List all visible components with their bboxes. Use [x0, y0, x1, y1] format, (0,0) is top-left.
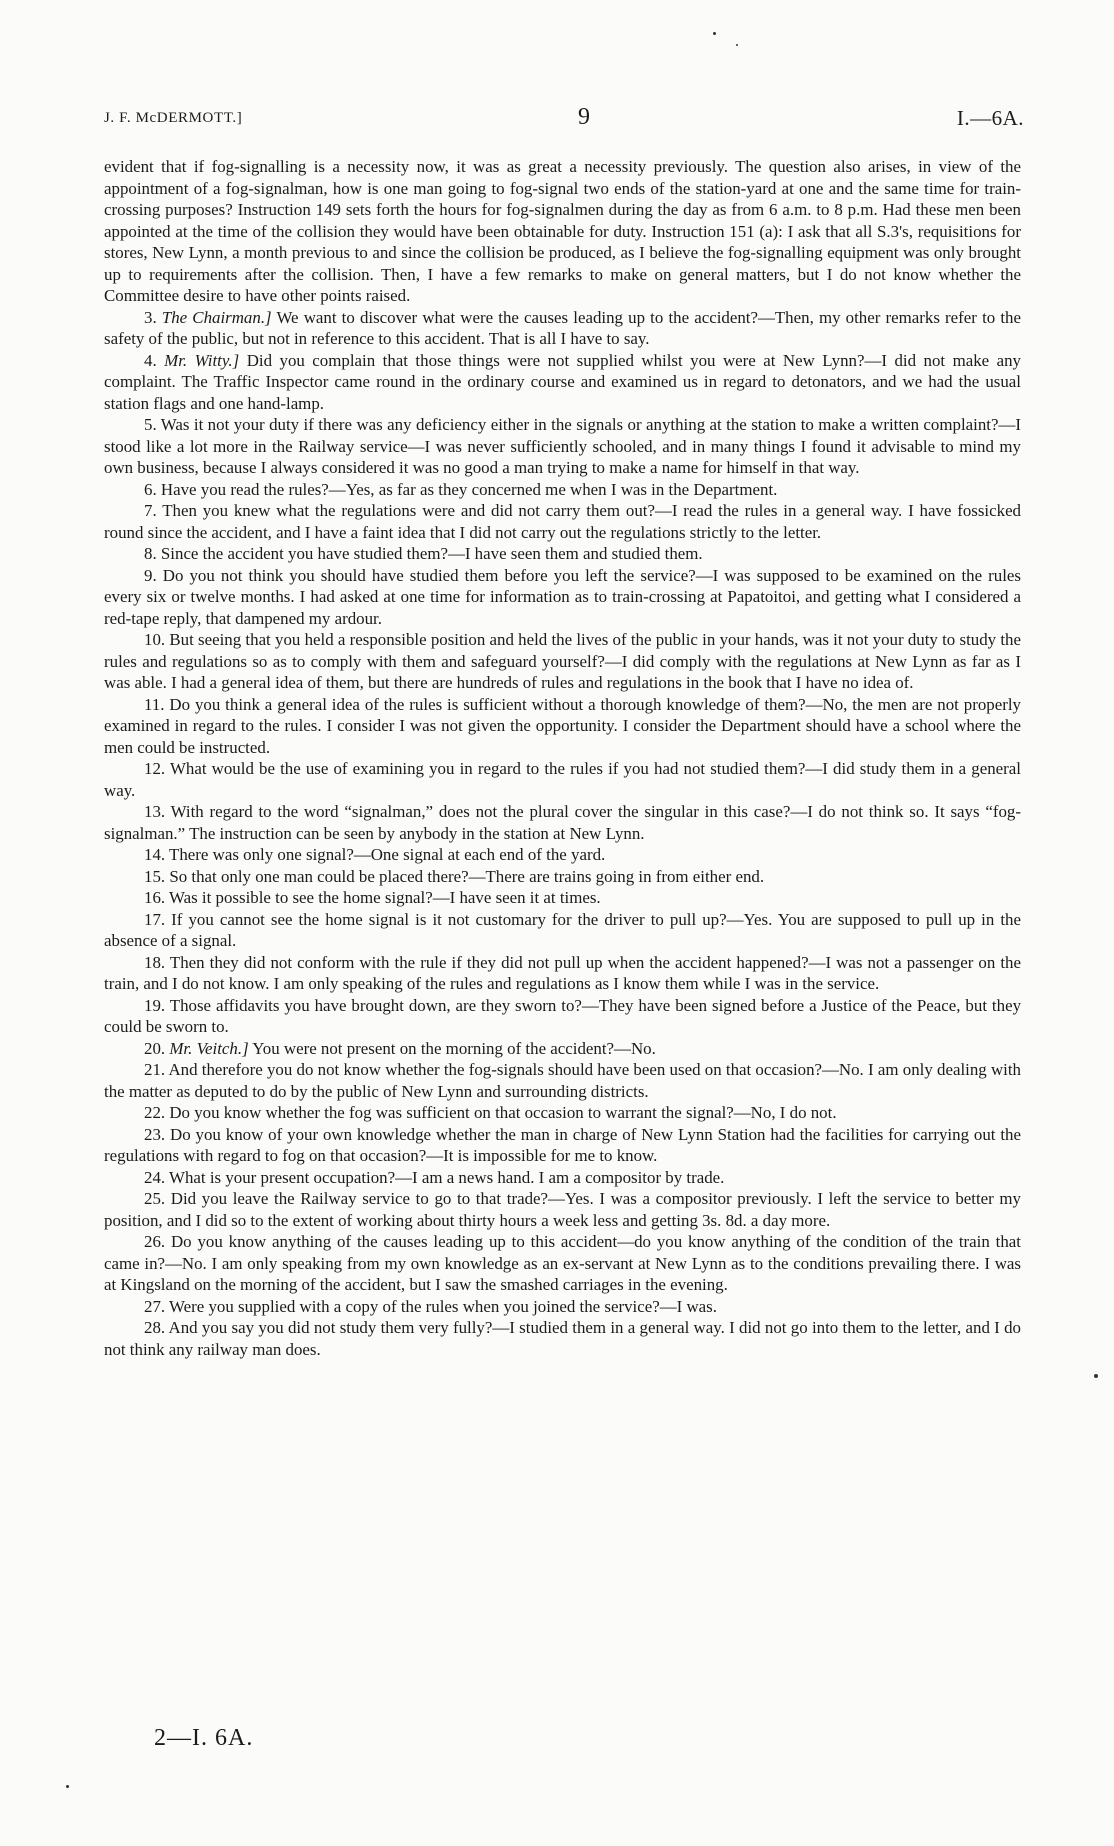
header-witness-name: J. F. McDERMOTT.] [104, 110, 243, 126]
paragraph-text: Do you know of your own knowledge whether the man in charge of New Lynn Station had the facilities for carrying out the regulations with regard to fog on that occasion?—It is impossible for me to know. [104, 1124, 1021, 1165]
paragraph-text: Do you not think you should have studied them before you left the service?—I was supposed to be examined on the rules every six or twelve months. I had asked at one time for information as to train-crossing at Papatoitoi, and getting what I considered a red-tape reply, that dampened my ardour. [104, 565, 1021, 628]
question-paragraph [104, 1038, 1021, 1060]
question-paragraph [104, 1188, 1021, 1231]
paragraph-text: And you say you did not study them very fully?—I studied them in a general way. I did not go into them to the letter, and I do not think any railway man does. [104, 1318, 1021, 1359]
question-number: 15. [144, 866, 166, 886]
question-number: 23. [144, 1124, 166, 1144]
speaker-name: Mr. Witty.] [164, 350, 240, 370]
paragraph-text: Since the accident you have studied them?—I have seen them and studied them. [160, 544, 703, 563]
question-paragraph [104, 801, 1021, 844]
question-paragraph [104, 629, 1021, 694]
question-paragraph [104, 1124, 1021, 1167]
paragraph-text: Those affidavits you have brought down, are they sworn to?—They have been signed before a Justice of the Peace, but they could be sworn to. [104, 995, 1022, 1036]
paragraph-text: But seeing that you held a responsible position and held the lives of the public in your hands, was it not your duty to study the rules and regulations so as to comply with them and safeguard yourself?—I did comply with the regulations at New Lynn as far as I was able. I had a general idea of them, but there are hundreds of rules and regulations in the book that I have no idea of. [104, 630, 1021, 692]
question-paragraph [104, 758, 1021, 801]
paragraph-text: Do you think a general idea of the rules is sufficient without a thorough knowledge of them?—No, the men are not properly examined in regard to the rules. I consider I was not given the opportunity. I consider the Department should have a school where the men could be instructed. [104, 694, 1021, 757]
question-number: 16. [144, 888, 166, 907]
question-number: 28. [144, 1318, 166, 1337]
question-paragraph [104, 887, 1021, 909]
signature-mark: 2—I. 6A. [154, 1725, 254, 1751]
question-number: 6. [144, 479, 157, 499]
paragraph-text: There was only one signal?—One signal at each end of the yard. [169, 845, 606, 864]
paragraph-text: Was it not your duty if there was any deficiency either in the signals or anything at the station to make a written complaint?—I stood like a lot more in the Railway service—I was never sufficiently schooled, and in many things I found it advisable to mind my own business, because I always considered it was no good a man trying to make a name for himself in that way. [104, 415, 1021, 477]
question-number: 25. [144, 1189, 166, 1208]
question-number: 8. [144, 544, 157, 563]
question-number: 4. [144, 350, 157, 370]
paragraph-text: Then they did not conform with the rule if they did not pull up when the accident happened?—I was not a passenger on the train, and I do not know. I am only speaking of the rules and regulations as I know them while I was in the service. [104, 952, 1021, 993]
scan-speck [1094, 1374, 1098, 1378]
paragraph-text: If you cannot see the home signal is it not customary for the driver to pull up?—Yes. You are supposed to pull up in the absence of a signal. [104, 909, 1021, 950]
question-number: 12. [144, 759, 166, 778]
question-number: 10. [144, 630, 166, 649]
question-number: 20. [144, 1038, 166, 1058]
question-paragraph [104, 500, 1021, 543]
question-number: 11. [144, 694, 165, 714]
paragraph-text: We want to discover what were the causes leading up to the accident?—Then, my other remarks refer to the safety of the public, but not in reference to this accident. That is all I have to say. [104, 307, 1021, 348]
question-number: 24. [144, 1167, 166, 1187]
page-number: 9 [578, 104, 590, 130]
scan-speck [66, 1785, 69, 1788]
question-number: 9. [144, 565, 157, 585]
paragraph-text: Did you leave the Railway service to go to that trade?—Yes. I was a compositor previously. I left the service to better my position, and I did so to the extent of working about thirty hours a week less and getting 3s. 8d. a day more. [104, 1189, 1021, 1230]
scan-speck [713, 32, 716, 35]
question-number: 21. [144, 1060, 166, 1079]
question-paragraph [104, 995, 1021, 1038]
paragraph-text: Then you knew what the regulations were and did not carry them out?—I read the rules in a general way. I have fossicked round since the accident, and I have a faint idea that I did not carry out the regulations strictly to the letter. [104, 501, 1022, 542]
speaker-name: The Chairman.] [161, 307, 272, 327]
question-number: 5. [144, 415, 157, 434]
paragraph-text: What would be the use of examining you in regard to the rules if you had not studied them?—I did study them in a general way. [104, 759, 1021, 800]
paragraph-continuation [104, 156, 1021, 307]
question-paragraph [104, 543, 1021, 565]
question-paragraph [104, 952, 1021, 995]
question-number: 17. [144, 909, 166, 929]
question-number: 3. [144, 307, 157, 327]
question-paragraph [104, 1231, 1021, 1296]
question-number: 14. [144, 845, 166, 864]
question-paragraph [104, 1317, 1021, 1360]
page-header [104, 104, 1024, 134]
paragraph-text: What is your present occupation?—I am a news hand. I am a compositor by trade. [169, 1167, 725, 1187]
question-paragraph [104, 1296, 1021, 1318]
question-paragraph [104, 1059, 1021, 1102]
question-number: 27. [144, 1296, 166, 1316]
question-paragraph [104, 694, 1021, 759]
question-paragraph [104, 1167, 1021, 1189]
paragraph-text: Do you know whether the fog was sufficient on that occasion to warrant the signal?—No, I do not. [169, 1103, 837, 1122]
question-paragraph [104, 414, 1021, 479]
paragraph-text: So that only one man could be placed there?—There are trains going in from either end. [169, 866, 765, 886]
paragraph-text: Did you complain that those things were not supplied whilst you were at New Lynn?—I did not make any complaint. The Traffic Inspector came round in the ordinary course and examined us in regard to detonators, and we had the usual station flags and one hand-lamp. [104, 350, 1021, 413]
question-paragraph [104, 866, 1021, 888]
paragraph-text: And therefore you do not know whether the fog-signals should have been used on that occasion?—No. I am only dealing with the matter as deputed to do by the public of New Lynn and surrounding districts. [104, 1060, 1021, 1101]
question-paragraph [104, 565, 1021, 630]
question-paragraph [104, 479, 1021, 501]
question-paragraph [104, 350, 1021, 415]
question-number: 22. [144, 1103, 166, 1122]
question-paragraph [104, 844, 1021, 866]
paragraph-text: Were you supplied with a copy of the rules when you joined the service?—I was. [169, 1296, 717, 1316]
question-paragraph [104, 307, 1021, 350]
question-number: 19. [144, 995, 166, 1015]
question-number: 18. [144, 952, 166, 972]
scan-speck [736, 44, 738, 46]
paragraph-text: Do you know anything of the causes leading up to this accident—do you know anything of the condition of the train that came in?—No. I am only speaking from my own knowledge as an ex-servant at New Lynn as to the conditions prevailing there. I was at Kingsland on the morning of the accident, but I saw the smashed carriages in the evening. [104, 1232, 1021, 1294]
paragraph-text: You were not present on the morning of the accident?—No. [252, 1038, 656, 1058]
paragraph-text: Have you read the rules?—Yes, as far as they concerned me when I was in the Department. [160, 479, 778, 499]
paragraph-text: Was it possible to see the home signal?—I have seen it at times. [169, 888, 601, 907]
paragraph-text: With regard to the word “signalman,” does not the plural cover the singular in this case?—I do not think so. It says “fog-signalman.” The instruction can be seen by anybody in the station at New Lynn. [104, 802, 1022, 843]
speaker-name: Mr. Veitch.] [169, 1038, 249, 1058]
question-paragraph [104, 909, 1021, 952]
question-number: 13. [144, 802, 166, 821]
evidence-body [104, 156, 1021, 1360]
question-number: 26. [144, 1232, 166, 1251]
paragraph-text: evident that if fog-signalling is a necessity now, it was as great a necessity previously. The question also arises, in view of the appointment of a fog-signalman, how is one man going to fog-signal two ends of the station-yard at one and the same time for train-crossing purposes? Instruction 149 sets forth the hours for fog-signalmen during the day as from 6 a.m. to 8 p.m. Had these men been appointed at the time of the collision they would have been obtainable for duty. Instruction 151 (a): I ask that all S.3's, requisitions for stores, New Lynn, a month previous to and since the collision be produced, as I believe the fog-signalling equipment was only brought up to requirements after the collision. Then, I have a few remarks to make on general matters, but I do not know whether the Committee desire to have other points raised. [104, 157, 1021, 305]
paper-reference: I.—6A. [956, 106, 1024, 130]
question-paragraph [104, 1102, 1021, 1124]
question-number: 7. [144, 501, 157, 520]
